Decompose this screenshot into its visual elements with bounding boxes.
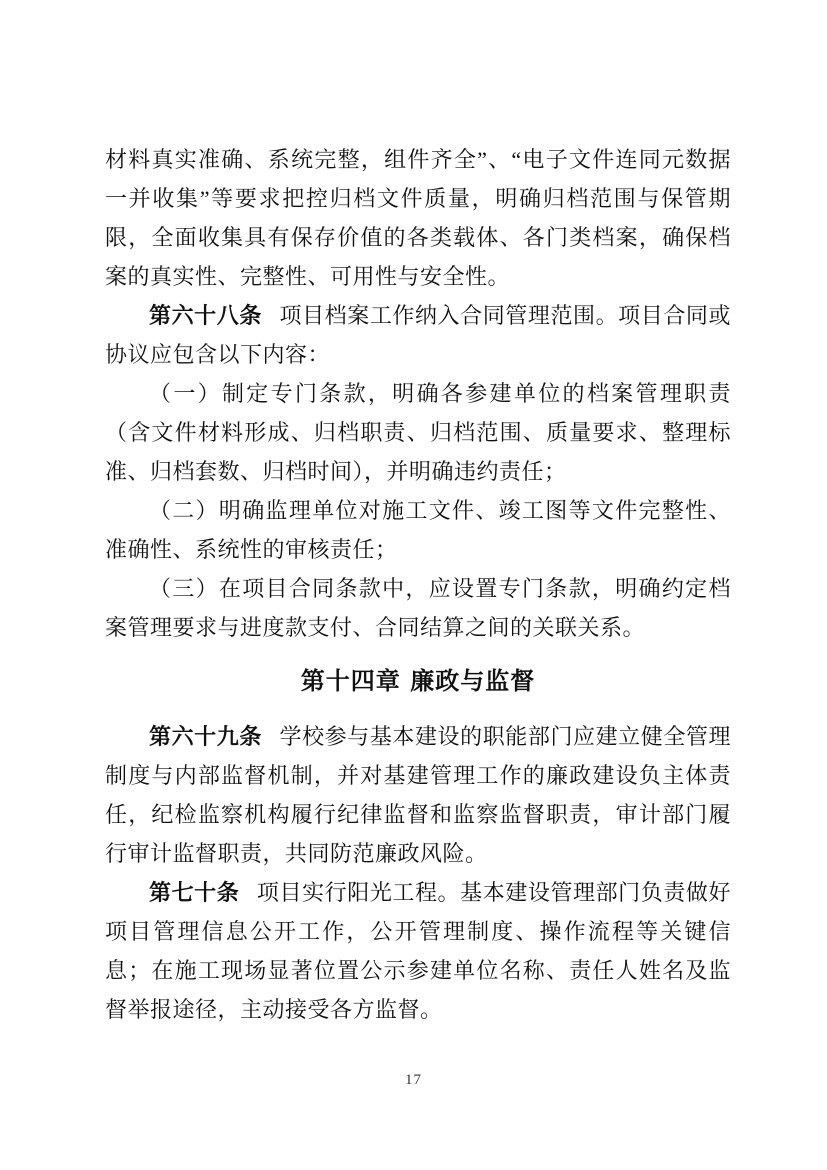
article-69 <box>105 717 731 873</box>
article-70-label: 第七十条 <box>149 880 240 905</box>
document-content <box>105 140 731 1029</box>
article-70-text: 项目实行阳光工程。基本建设管理部门负责做好项目管理信息公开工作，公开管理制度、操作流程等关键信息；在施工现场显著位置公示参建单位名称、责任人姓名及监督举报途径，主动接受各方监督。 <box>105 880 731 1022</box>
chapter-number: 第十四章 <box>300 668 401 695</box>
list-item-3: （三）在项目合同条款中，应设置专门条款，明确约定档案管理要求与进度款支付、合同结算之间的关联关系。 <box>105 576 731 640</box>
chapter-title: 廉政与监督 <box>410 668 536 695</box>
page-number: 17 <box>405 1072 422 1088</box>
article-69-text: 学校参与基本建设的职能部门应建立健全管理制度与内部监督机制，并对基建管理工作的廉政建设负主体责任，纪检监察机构履行纪律监督和监察监督职责，审计部门履行审计监督职责，共同防范廉政风险。 <box>105 724 731 866</box>
article-68-text: 项目档案工作纳入合同管理范围。项目合同或协议应包含以下内容： <box>105 303 731 367</box>
article-69-label: 第六十九条 <box>149 724 262 749</box>
chapter-heading <box>105 660 731 704</box>
article-68-label: 第六十八条 <box>149 303 262 328</box>
article-68 <box>105 296 731 374</box>
article-70 <box>105 873 731 1029</box>
paragraph-continuation: 材料真实准确、系统完整，组件齐全”、“电子文件连同元数据一并收集”等要求把控归档文件质量，明确归档范围与保管期限，全面收集具有保存价值的各类载体、各门类档案，确保档案的真实性、完整性、可用性与安全性。 <box>105 147 731 289</box>
list-item-1: （一）制定专门条款，明确各参建单位的档案管理职责（含文件材料形成、归档职责、归档范围、质量要求、整理标准、归档套数、归档时间），并明确违约责任； <box>105 381 731 484</box>
list-item-2: （二）明确监理单位对施工文件、竣工图等文件完整性、准确性、系统性的审核责任； <box>105 498 731 562</box>
